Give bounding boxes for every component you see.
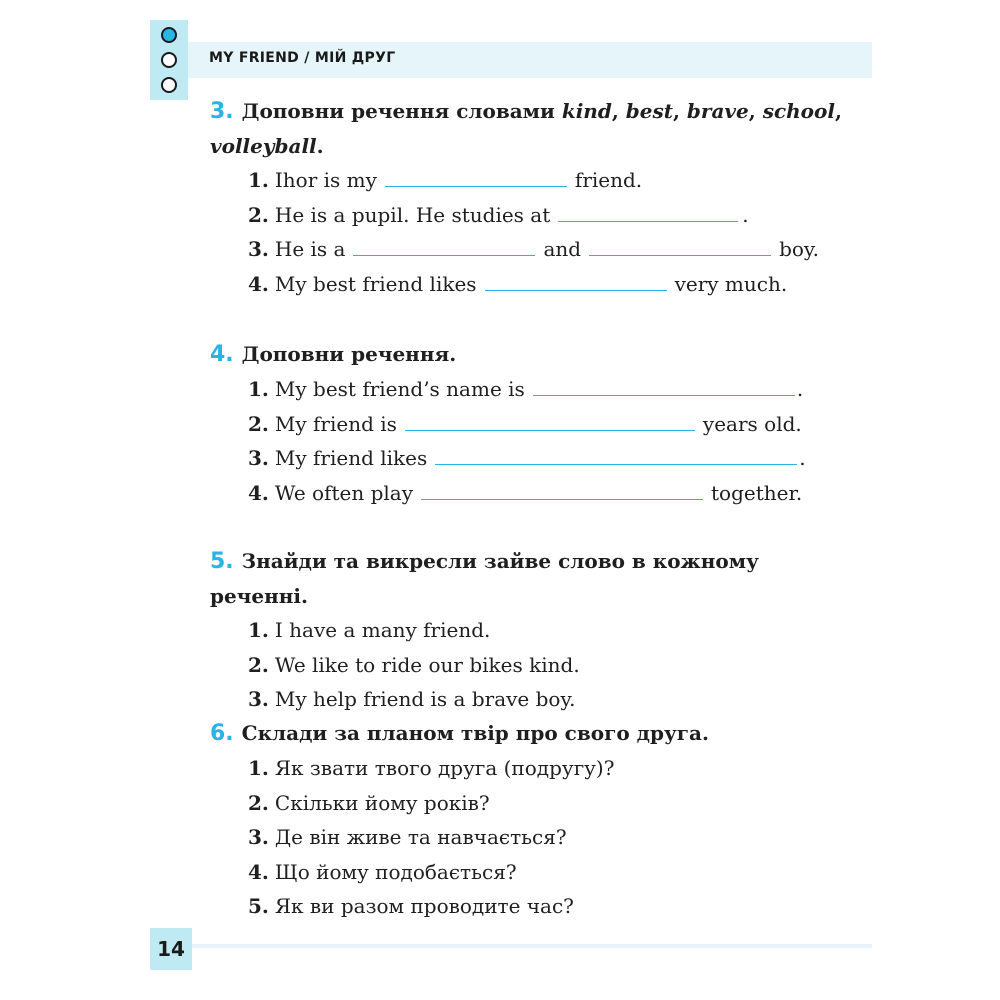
task-3-instruction: 3. Доповни речення словами kind, best, brave, school, volleyball. bbox=[210, 99, 842, 158]
task-6-instruction: 6. Склади за планом твір про свого друга. bbox=[210, 721, 709, 746]
task-number: 4. bbox=[210, 342, 234, 367]
sentence: 3. My friend likes . bbox=[248, 441, 850, 476]
footer-band bbox=[190, 944, 872, 948]
level-dot-empty-icon bbox=[161, 77, 177, 93]
task-5-instruction: 5. Знайди та викресли зайве слово в кожному реченні. bbox=[210, 549, 759, 608]
sentence: 2. He is a pupil. He studies at . bbox=[248, 198, 850, 233]
level-dot-filled-icon bbox=[161, 27, 177, 43]
task-4 bbox=[210, 337, 850, 510]
task-number: 5. bbox=[210, 549, 234, 574]
plan-item: 1. Як звати твого друга (подругу)? bbox=[248, 756, 615, 780]
task-number: 3. bbox=[210, 99, 234, 124]
sentence: 4. My best friend likes very much. bbox=[248, 267, 850, 302]
page-number: 14 bbox=[150, 928, 192, 970]
task-6 bbox=[210, 716, 850, 924]
plan-item: 5. Як ви разом проводите час? bbox=[248, 894, 574, 918]
sentence: 1. Ihor is my friend. bbox=[248, 163, 850, 198]
answer-blank[interactable] bbox=[421, 477, 703, 500]
task-5 bbox=[210, 544, 850, 717]
plan-item: 4. Що йому подобається? bbox=[248, 859, 517, 884]
task-3-sentences bbox=[248, 163, 850, 301]
sentence: 2. We like to ride our bikes kind. bbox=[248, 652, 580, 677]
plan-item: 2. Скільки йому років? bbox=[248, 790, 490, 815]
answer-blank[interactable] bbox=[485, 268, 667, 291]
task-5-sentences bbox=[248, 613, 850, 717]
task-4-instruction: 4. Доповни речення. bbox=[210, 342, 457, 367]
answer-blank[interactable] bbox=[385, 164, 567, 187]
sentence: 3. He is a and boy. bbox=[248, 232, 850, 267]
unit-title: MY FRIEND / МІЙ ДРУГ bbox=[209, 50, 396, 66]
plan-item: 3. Де він живе та навчається? bbox=[248, 825, 567, 849]
task-6-plan bbox=[248, 751, 850, 924]
sentence: 4. We often play together. bbox=[248, 476, 850, 511]
level-dot-empty-icon bbox=[161, 52, 177, 68]
sentence: 2. My friend is years old. bbox=[248, 407, 850, 442]
sentence: 1. My best friend’s name is . bbox=[248, 372, 850, 407]
sentence: 1. I have a many friend. bbox=[248, 618, 491, 642]
answer-blank[interactable] bbox=[558, 199, 738, 222]
answer-blank[interactable] bbox=[589, 233, 771, 256]
answer-blank[interactable] bbox=[533, 373, 795, 396]
task-4-sentences bbox=[248, 372, 850, 510]
answer-blank[interactable] bbox=[353, 233, 535, 256]
answer-blank[interactable] bbox=[435, 442, 797, 465]
task-3 bbox=[210, 94, 850, 301]
answer-blank[interactable] bbox=[405, 408, 695, 431]
sentence: 3. My help friend is a brave boy. bbox=[248, 687, 576, 711]
task-number: 6. bbox=[210, 721, 234, 746]
